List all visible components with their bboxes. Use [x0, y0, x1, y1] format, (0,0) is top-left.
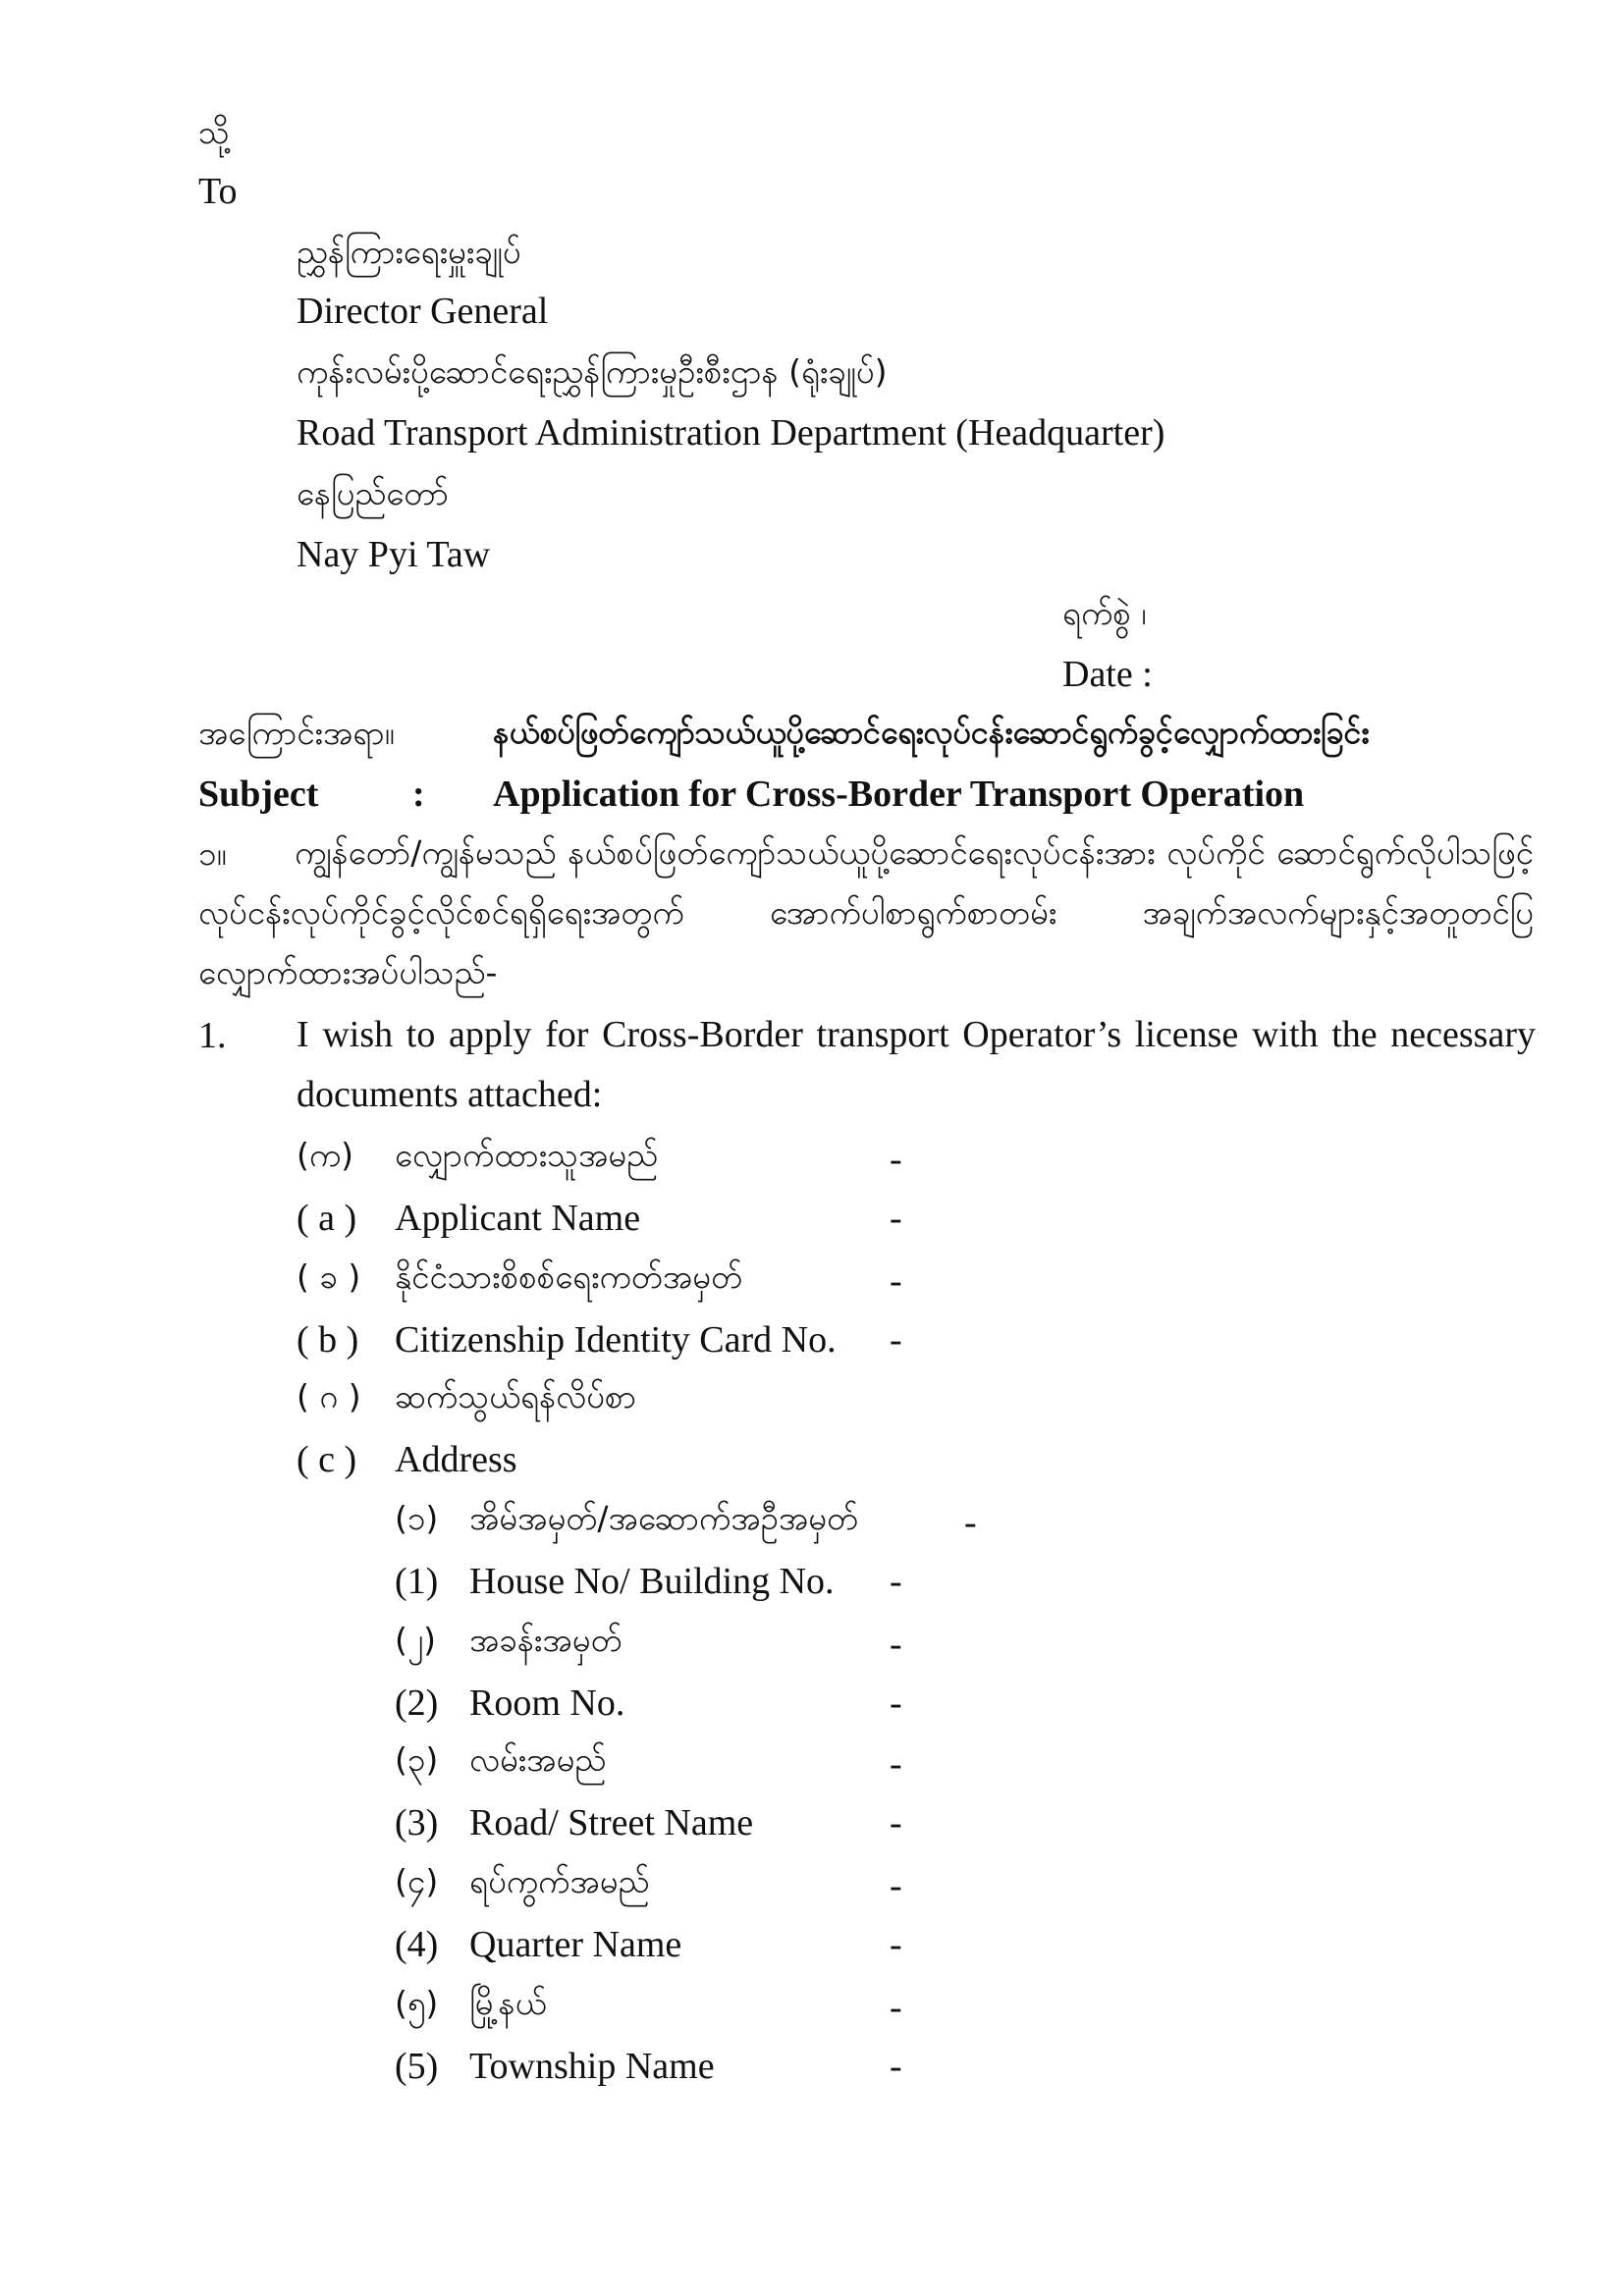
para1-number-en: 1.: [198, 1015, 227, 1056]
field-mark: ( c ): [297, 1439, 357, 1480]
field-label: Citizenship Identity Card No.: [395, 1319, 837, 1361]
field-mark: ( b ): [297, 1319, 359, 1361]
field-label: နိုင်ငံသားစိစစ်ရေးကတ်အမှတ်: [395, 1257, 743, 1296]
field-mark: ( a ): [297, 1198, 357, 1239]
date-label-mm: ရက်စွဲ ၊: [1062, 594, 1147, 632]
address-dash: -: [890, 1924, 902, 1965]
subject-text-en: Application for Cross-Border Transport Operation: [493, 774, 1305, 815]
address-label: Road/ Street Name: [469, 1802, 754, 1843]
field-label: Applicant Name: [395, 1198, 641, 1239]
recipient-title-en: Director General: [297, 291, 549, 332]
field-label: ဆက်သွယ်ရန်လိပ်စာ: [395, 1377, 637, 1415]
to-label-en: To: [198, 171, 238, 212]
field-mark: ( ဂ ): [297, 1377, 361, 1415]
address-dash: -: [890, 1802, 902, 1843]
recipient-city-mm: နေပြည်တော်: [297, 474, 449, 512]
address-mark: (1): [395, 1561, 439, 1602]
field-mark: ( ခ ): [297, 1257, 361, 1296]
subject-colon: :: [412, 774, 425, 815]
subject-label-mm: အကြောင်းအရာ။: [198, 714, 395, 752]
address-mark: (၄): [395, 1862, 439, 1900]
address-dash: -: [890, 1743, 902, 1785]
address-label: Township Name: [469, 2046, 715, 2087]
address-mark: (2): [395, 1682, 439, 1724]
address-label: House No/ Building No.: [469, 1561, 835, 1602]
address-mark: (၅): [395, 1984, 439, 2022]
address-mark: (3): [395, 1802, 439, 1843]
address-mark: (4): [395, 1924, 439, 1965]
address-label: မြို့နယ်: [469, 1984, 547, 2022]
address-dash: -: [890, 2046, 902, 2087]
recipient-city-en: Nay Pyi Taw: [297, 534, 491, 575]
address-label: အိမ်အမှတ်/အဆောက်အဦအမှတ်: [469, 1499, 859, 1537]
date-label-en: Date :: [1062, 654, 1153, 695]
subject-text-mm: နယ်စပ်ဖြတ်ကျော်သယ်ယူပို့ဆောင်ရေးလုပ်ငန်းဆောင်ရွက်ခွင့်လျှောက်ထားခြင်း: [493, 714, 1370, 751]
address-dash: -: [890, 1624, 902, 1665]
field-dash: -: [890, 1198, 902, 1239]
field-mark: (က): [297, 1136, 354, 1174]
address-dash: -: [964, 1502, 977, 1543]
recipient-title-mm: ညွှန်ကြားရေးမှူးချုပ်: [297, 233, 521, 271]
address-label: ရပ်ကွက်အမည်: [469, 1862, 650, 1900]
address-mark: (၃): [395, 1740, 439, 1779]
field-dash: -: [890, 1319, 902, 1361]
address-label: အခန်းအမှတ်: [469, 1621, 623, 1659]
address-mark: (၂): [395, 1621, 436, 1659]
address-label: Room No.: [469, 1682, 625, 1724]
address-label: လမ်းအမည်: [469, 1740, 607, 1779]
address-dash: -: [890, 1865, 902, 1906]
para1-text-mm: ကျွန်တော်/ကျွန်မသည် နယ်စပ်ဖြတ်ကျော်သယ်ယူပို့ဆောင်ရေးလုပ်ငန်းအား လုပ်ကိုင် ဆောင်ရွက်လိုပါသဖြင့် လုပ်ငန်းလုပ်ကိုင်ခွင့်လိုင်စင်ရရှိရေးအတွက် အောက်ပါစာရွက်စာတမ်း အချက်အလက်များနှင့်အတူတင်ပြ လျှောက်ထားအပ်ပါသည်-: [198, 833, 1534, 991]
subject-label-en: Subject: [198, 774, 319, 815]
to-label-mm: သို့: [198, 113, 230, 151]
recipient-dept-mm: ကုန်းလမ်းပို့ဆောင်ရေးညွှန်ကြားမှုဦးစီးဌာန (ရုံးချုပ်): [297, 352, 888, 391]
field-dash: -: [890, 1139, 902, 1180]
address-dash: -: [890, 1987, 902, 2028]
field-dash: -: [890, 1260, 902, 1302]
address-label: Quarter Name: [469, 1924, 682, 1965]
field-label: လျှောက်ထားသူအမည်: [395, 1136, 659, 1174]
recipient-dept-en: Road Transport Administration Department (Headquarter): [297, 412, 1165, 454]
field-label: Address: [395, 1439, 517, 1480]
address-mark: (၁): [395, 1499, 439, 1537]
para1-number-mm: ၁။: [198, 834, 227, 873]
para1-text-en: I wish to apply for Cross-Border transport Operator’s license with the necessary documents attached:: [297, 1014, 1536, 1115]
address-dash: -: [890, 1561, 902, 1602]
address-mark: (5): [395, 2046, 439, 2087]
address-dash: -: [890, 1682, 902, 1724]
